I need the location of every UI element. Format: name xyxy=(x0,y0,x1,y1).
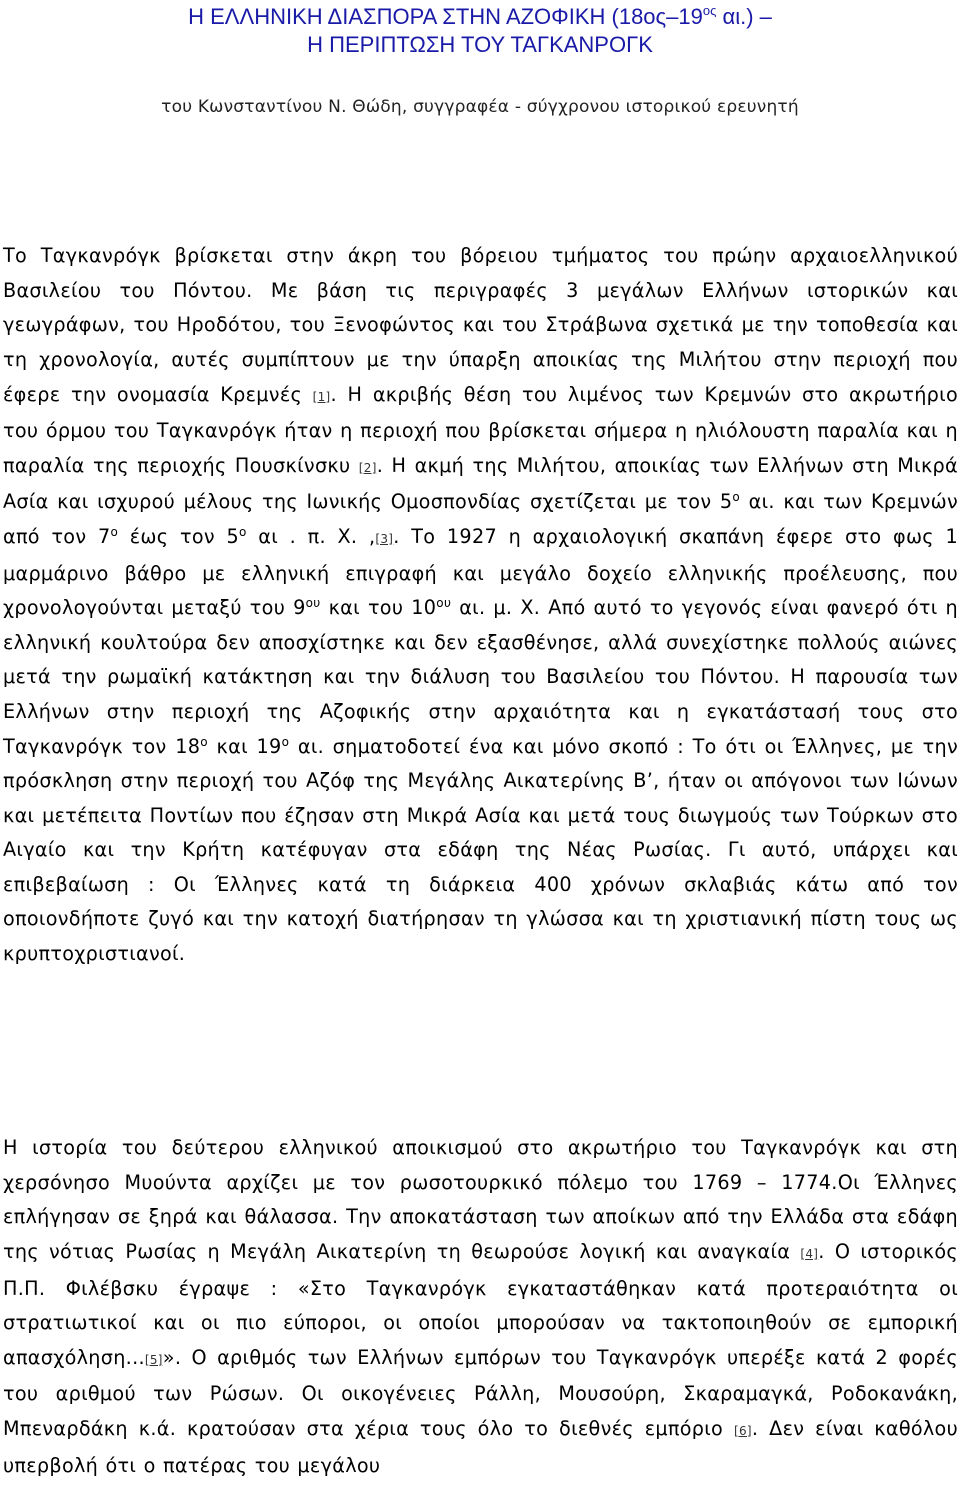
footnote-ref-2[interactable]: [2] xyxy=(358,460,377,475)
paragraph-text: και του 10 xyxy=(320,596,437,620)
superscript: ο xyxy=(281,734,290,749)
superscript: ο xyxy=(110,524,119,539)
paragraph-text: Το Ταγκανρόγκ βρίσκεται στην άκρη του βόρειου τμήματος του πρώην αρχαιοελληνικού Βασιλείου του Πόντου. Με βάση τις περιγραφές 3 μεγάλων Ελλήνων ιστορικών και γεωγράφων, του Ηροδότου, του Ξενοφώντος και του Στράβωνα σχετικά με την τοποθεσία και τη χρονολογία, αυτές συμπίπτουν με την ύπαρξη αποικίας της Μιλήτου στην περιοχή που έφερε την ονομασία Κρεμνές xyxy=(3,244,958,406)
superscript: ου xyxy=(436,596,452,611)
footnote-ref-5[interactable]: [5] xyxy=(144,1352,163,1367)
paragraph-text: ». Ο αριθμός των Ελλήνων εμπόρων του Ταγκανρόγκ υπερέξε κατά 2 φορές του αριθμού των Ρώσων. Οι οικογένειες Ράλλη, Μουσούρη, Σκαραμαγκά, Ροδοκανάκη, Μπεναρδάκη κ.ά. κρατούσαν στα χέρια τους όλο το διεθνές εμπόριο xyxy=(3,1345,958,1440)
title-text-end: αι.) – xyxy=(716,4,772,29)
body-paragraph-1 xyxy=(3,239,958,971)
superscript: ο xyxy=(200,734,208,749)
paragraph-text: αι . π. Χ. , xyxy=(246,524,376,548)
paragraph-text: και 19 xyxy=(207,734,282,758)
body-paragraph-2 xyxy=(3,1131,958,1483)
paragraph-text: . Το 1927 η αρχαιολογική σκαπάνη έφερε στο φως 1 μαρμάρινο βάθρο με ελληνική επιγραφή και μεγάλο δοχείο ελληνικής προέλευσης, που χρονολογούνται μεταξύ του 9 xyxy=(3,524,958,620)
superscript: ου xyxy=(305,596,321,611)
paragraph-text: αι. και των Κρεμνών από τον 7 xyxy=(3,490,958,548)
paragraph-text: Η ιστορία του δεύτερου ελληνικού αποικισμού στο ακρωτήριο του Ταγκανρόγκ και στη χερσόνησο Μυούντα αρχίζει με τον ρωσοτουρκικό πόλεμο του 1769 – 1774.Οι Έλληνες επλήγησαν σε ξηρά και θάλασσα. Την αποκατάσταση των αποίκων από την Ελλάδα στα εδάφη της νότιας Ρωσίας η Μεγάλη Αικατερίνη τη θεωρούσε λογική και αναγκαία xyxy=(3,1136,958,1263)
paragraph-text: αι. σηματοδοτεί ένα και μόνο σκοπό : Το ότι οι Έλληνες, με την πρόσκληση στην περιοχή του Αζόφ της Μεγάλης Αικατερίνης Β’, ήταν οι απόγονοι των Ιώνων και μετέπειτα Ποντίων που έζησαν στη Μικρά Ασία και μετά τους διωγμούς των Τούρκων στο Αιγαίο και την Κρήτη κατέφυγαν στα εδάφη της Νέας Ρωσίας. Γι αυτό, υπάρχει και επιβεβαίωση : Οι Έλληνες κατά τη διάρκεια 400 χρόνων σκλαβιάς κάτω από τον οποιονδήποτε ζυγό και την κατοχή διατήρησαν τη γλώσσα και τη χριστιανική πίστη τους ως κρυπτοχριστιανοί. xyxy=(3,734,959,966)
paragraph-text: έως τον 5 xyxy=(118,524,239,548)
superscript: ο xyxy=(732,490,741,505)
paragraph-text: . Δεν είναι καθόλου υπερβολή ότι ο πατέρας του μεγάλου xyxy=(3,1416,958,1477)
paragraph-text: . Ο ιστορικός Π.Π. Φιλέβσκυ έγραψε : «Στο Ταγκανρόγκ εγκαταστάθηκαν κατά προτεραιότητα οι στρατιωτικοί και οι πιο εύποροι, οι οποίοι μπορούσαν να τακτοποιηθούν σε εμπορική απασχόληση... xyxy=(3,1239,958,1369)
page-title-line-2: Η ΠΕΡΙΠΤΩΣΗ ΤΟΥ ΤΑΓΚΑΝΡΟΓΚ xyxy=(307,32,653,57)
paragraph-text: . Η ακμή της Μιλήτου, αποικίας των Ελλήνων στη Μικρά Ασία και ισχυρού μέλους της Ιωνικής Ομοσπονδίας σχετίζεται με τον 5 xyxy=(3,453,958,514)
superscript: ο xyxy=(239,524,247,539)
author-byline: του Κωνσταντίνου Ν. Θώδη, συγγραφέα - σύγχρονου ιστορικού ερευνητή xyxy=(161,97,799,117)
footnote-ref-3[interactable]: [3] xyxy=(375,531,394,546)
title-superscript: ος xyxy=(702,3,717,18)
paragraph-text: . Η ακριβής θέση του λιμένος των Κρεμνών στο ακρωτήριο του όρμου του Ταγκανρόγκ ήταν η περιοχή που βρίσκεται σήμερα η ηλιόλουστη παραλία και η παραλία της περιοχής Πουσκίνσκυ xyxy=(3,382,958,477)
footnote-ref-4[interactable]: [4] xyxy=(800,1246,819,1261)
page-title-line-1 xyxy=(0,2,960,32)
title-text: Η ΕΛΛΗΝΙΚΗ ΔΙΑΣΠΟΡΑ ΣΤΗΝ ΑΖΟΦΙΚΗ (18ος–19 xyxy=(188,4,703,29)
footnote-ref-1[interactable]: [1] xyxy=(312,389,331,404)
footnote-ref-6[interactable]: [6] xyxy=(733,1423,752,1438)
paragraph-text: αι. μ. Χ. Από αυτό το γεγονός είναι φανερό ότι η ελληνική κουλτούρα δεν αποσχίστηκε και δεν εξασθένησε, αλλά συνεχίστηκε πολλούς αιώνες μετά την ρωμαϊκή κατάκτηση και την διάλυση του Βασιλείου του Πόντου. Η παρουσία των Ελλήνων στην περιοχή της Αζοφικής στην αρχαιότητα και η εγκατάστασή τους στο Ταγκανρόγκ τον 18 xyxy=(3,596,958,758)
